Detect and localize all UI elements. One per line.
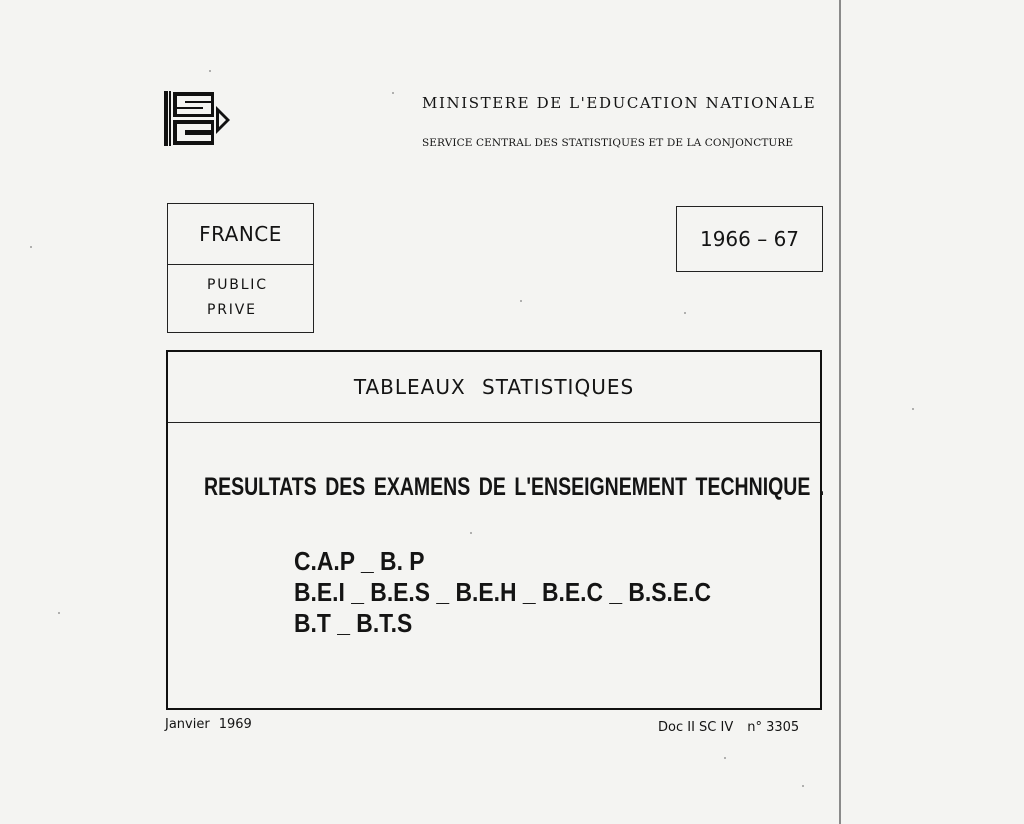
speck <box>392 92 394 94</box>
diploma-line: B.E.I _ B.E.S _ B.E.H _ B.E.C _ B.S.E.C <box>294 577 712 607</box>
scope-sectors <box>168 265 313 323</box>
document-reference <box>658 720 799 735</box>
school-year: 1966 – 67 <box>676 206 823 272</box>
main-heading: TABLEAUX STATISTIQUES <box>168 352 820 423</box>
speck <box>802 785 804 787</box>
speck <box>30 246 32 248</box>
speck <box>58 612 60 614</box>
scope-country: FRANCE <box>168 204 313 265</box>
page-edge <box>839 0 841 824</box>
publication-date <box>165 717 252 732</box>
diploma-line: C.A.P _ B. P <box>294 546 425 576</box>
service-name: SERVICE CENTRAL DES STATISTIQUES ET DE LA CONJONCTURE <box>422 137 794 149</box>
document-series: Doc II SC IV <box>658 720 734 735</box>
speck <box>724 757 726 759</box>
sector-public: PUBLIC <box>207 277 268 293</box>
diploma-line: B.T _ B.T.S <box>294 608 413 638</box>
main-box <box>166 350 825 710</box>
diploma-list <box>294 546 768 639</box>
speck <box>684 312 686 314</box>
publication-month: Janvier <box>165 717 210 732</box>
speck <box>912 408 914 410</box>
sector-prive: PRIVE <box>207 302 257 318</box>
subject-title: RESULTATS DES EXAMENS DE L'ENSEIGNEMENT TECHNIQUE . <box>204 473 825 501</box>
speck <box>520 300 522 302</box>
publication-year: 1969 <box>218 717 252 732</box>
sc-logo <box>164 90 234 150</box>
scope-box <box>167 203 314 333</box>
speck <box>209 70 211 72</box>
document-number: n° 3305 <box>747 720 800 735</box>
ministry-name: MINISTERE DE L'EDUCATION NATIONALE <box>422 94 817 112</box>
